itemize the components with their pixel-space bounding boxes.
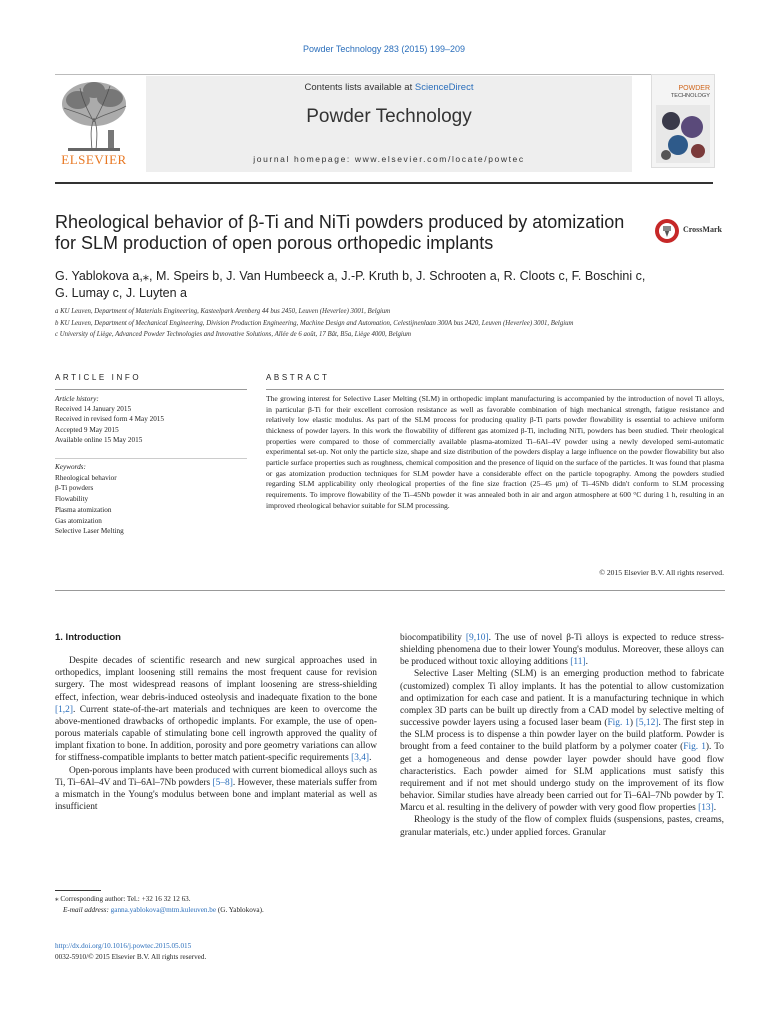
doi-link[interactable]: http://dx.doi.org/10.1016/j.powtec.2015.05.015 [55, 942, 192, 950]
section-title-introduction: 1. Introduction [55, 632, 121, 643]
article-history [55, 394, 247, 445]
keywords-rule [55, 458, 247, 459]
header-bottom-rule [55, 182, 713, 184]
figure-link[interactable]: Fig. 1 [683, 742, 706, 753]
crossmark-label: CrossMark [683, 225, 722, 234]
crossmark-icon [654, 217, 680, 245]
keyword-item: Gas atomization [55, 516, 102, 525]
keyword-item: Selective Laser Melting [55, 527, 124, 536]
abstract-rule [266, 389, 724, 390]
affiliation-a: a KU Leuven, Department of Materials Engineering, Kasteelpark Arenberg 44 bus 2450, Leuven (Heverlee) 3001, Belgium [55, 308, 391, 315]
contents-line [146, 82, 632, 93]
sciencedirect-link[interactable]: ScienceDirect [414, 82, 474, 93]
article-title-line1: Rheological behavior of β-Ti and NiTi powders produced by atomization [55, 212, 625, 232]
footnote [55, 894, 385, 916]
affiliation-b: b KU Leuven, Department of Mechanical Engineering, Division Production Engineering, Machine Design and Automation, Celestijnenlaan 300A bus 2420, Leuven (Heverlee) 3001, Belgium [55, 319, 574, 327]
history-accepted: Accepted 9 May 2015 [55, 425, 119, 434]
crossmark-badge[interactable] [654, 216, 726, 246]
citation-link[interactable]: [11] [570, 657, 586, 668]
citation-link[interactable]: [1,2] [55, 704, 73, 715]
body-column-right [400, 632, 724, 839]
keywords-label: Keywords: [55, 463, 86, 471]
history-received: Received 14 January 2015 [55, 405, 132, 414]
contents-prefix: Contents lists available at [304, 82, 415, 93]
authors-line2: G. Lumay c, J. Luyten a [55, 286, 188, 300]
issn-line: 0032-5910/© 2015 Elsevier B.V. All rights reserved. [55, 953, 207, 961]
journal-cover [651, 74, 715, 168]
keyword-item: Rheological behavior [55, 473, 117, 482]
body-column-left [55, 632, 377, 813]
email-link[interactable]: ganna.yablokova@mtm.kuleuven.be [110, 906, 217, 914]
article-info-rule [55, 389, 247, 390]
article-title [55, 212, 645, 254]
history-online: Available online 15 May 2015 [55, 435, 143, 444]
affiliation-c: c University of Liège, Advanced Powder Technologies and Innovative Solutions, Allée de 6 août, 17 Bât, B5a, Liège 4000, Belgium [55, 331, 412, 338]
cover-image-icon [656, 105, 710, 163]
email-line: E-mail address: ganna.yablokova@mtm.kuleuven.be (G. Yablokova). [63, 906, 264, 914]
history-revised: Received in revised form 4 May 2015 [55, 415, 164, 424]
publisher-logo-text: ELSEVIER [61, 152, 127, 167]
header-top-rule [55, 74, 713, 75]
footnote-rule [55, 890, 101, 891]
body-paragraph: biocompatibility [9,10]. The use of novel β-Ti alloys is expected to reduce stress-shielding phenomena due to their lower Young's modulus. Moreover, these alloys can be produced without toxic alloying additions [11]. [400, 633, 724, 668]
affiliations [55, 306, 725, 341]
cover-title-line1: POWDER [678, 85, 710, 92]
abstract-copyright: © 2015 Elsevier B.V. All rights reserved. [599, 568, 724, 577]
figure-link[interactable]: Fig. 1 [607, 718, 630, 729]
author-list [55, 268, 715, 302]
elsevier-logo [54, 78, 134, 170]
journal-reference-link[interactable]: Powder Technology 283 (2015) 199–209 [303, 44, 465, 54]
citation-link[interactable]: [13] [698, 803, 714, 814]
keyword-item: Plasma atomization [55, 505, 112, 514]
authors-line1: G. Yablokova a,⁎, M. Speirs b, J. Van Humbeeck a, J.-P. Kruth b, J. Schrooten a, R. Cloots c, F. Boschini c, [55, 269, 646, 283]
doi-block [55, 941, 206, 963]
body-paragraph: Open-porous implants have been produced with current biomedical alloys such as Ti, Ti–6Al–4V and Ti–6Al–7Nb powders [5–8]. However, these materials suffer from a mismatch in the Young's modulus between bone and implant material as well as insufficient [55, 765, 377, 813]
abstract-end-rule [55, 590, 725, 591]
body-paragraph: Rheology is the study of the flow of complex fluids (suspensions, pastes, creams, granular materials, etc.) under applied forces. Granular [400, 815, 724, 838]
corresponding-author: ⁎ Corresponding author: Tel.: +32 16 32 12 63. [55, 895, 191, 903]
citation-link[interactable]: [9,10] [465, 633, 489, 643]
journal-reference [0, 44, 768, 54]
article-info-heading: ARTICLE INFO [55, 373, 142, 382]
keywords [55, 462, 247, 537]
citation-link[interactable]: [5,12] [635, 718, 659, 729]
history-label: Article history: [55, 395, 99, 403]
citation-link[interactable]: [5–8] [212, 777, 233, 788]
body-paragraph: Selective Laser Melting (SLM) is an emerging production method to fabricate (customized) complex Ti alloy implants. It has the potential to allow customization and optimization for each case and patient. It is a manufacturing technique in which complex 3D parts can be built up directly from a CAD model by selective melting of successive powder layers using a focused laser beam (Fig. 1) [5,12]. The first step in the SLM process is to dispense a thin powder layer on the build platform. Powder is brought from a feed container to the build platform by a polymer coater (Fig. 1). To get a homogeneous and dense powder layer powder should have good flow characteristics. Each powder aimed for SLM applications must satisfy this requirement and if not met should undergo study on the improvement of its flow behavior. Similar studies have already been carried out for Ti–6Al–7Nb powder by T. Marcu et al. resulting in the delivery of powder with very good flow properties [13]. [400, 669, 724, 814]
abstract-heading: ABSTRACT [266, 373, 330, 382]
cover-title-line2: TECHNOLOGY [670, 93, 710, 99]
abstract-text: The growing interest for Selective Laser Melting (SLM) in orthopedic implant manufacturing is accompanied by the introduction of novel Ti alloys, in particular β-Ti for their excellent corrosion resistance as well as favorable combination of high mechanical strength, fatigue resistance and relatively low elastic modulus. As part of the SLM process for producing quality β-Ti parts powder flowability is essential to achieve uniform thickness of powder layers. In this work the flowability of different gas atomized β-Ti, including NiTi, powders has been studied. Their rheological properties were compared to those of commercially available plasma-atomized Ti–6Al–4V powder using a newly developed semi-automatic experimental set-up. Not only the particle size, shape and size distribution of the powders display a large influence on the powder flowability but also particle surface properties such as roughness, chemical composition and the presence of liquid on the surface of the particles. It was found that plasma or gas atomization production techniques for SLM powder have a considerable effect on the particle topography. Among the powders studied regarding SLM applicability only rheological properties of the fine size fraction (25–45 μm) of Ti–45Nb didn't conform to SLM processing requirements. To improve flowability of the Ti–45Nb powder it was annealed both in air and argon atmosphere at 600 °C during 1 h, resulting in an improved rheological behavior suitable for SLM processing. [266, 394, 724, 510]
keyword-item: β-Ti powders [55, 484, 94, 493]
article-title-line2: for SLM production of open porous orthopedic implants [55, 233, 494, 253]
citation-link[interactable]: [3,4] [351, 753, 370, 764]
journal-homepage[interactable]: journal homepage: www.elsevier.com/locate/powtec [253, 154, 525, 164]
keyword-item: Flowability [55, 495, 89, 504]
body-paragraph: Despite decades of scientific research and new surgical approaches used in orthopedics, implant loosening still remains the most frequent cause for revision surgery. The most widespread reasons of implant loosening are stress-shielding effect, infection, wear debris-induced osteolysis and inadequate fixation to the bone [1,2]. Current state-of-the-art materials and techniques are keen to overcome the above-mentioned drawbacks of orthopedic implants. For example, the use of open-porous materials capable of stimulating bone cell ingrowth approved the quality of implant fixation to bone. In addition, porosity and pore geometry variations can allow for stiffness-compatible implants to better match patient-specific requirements [3,4]. [55, 656, 377, 764]
journal-title: Powder Technology [306, 106, 472, 127]
